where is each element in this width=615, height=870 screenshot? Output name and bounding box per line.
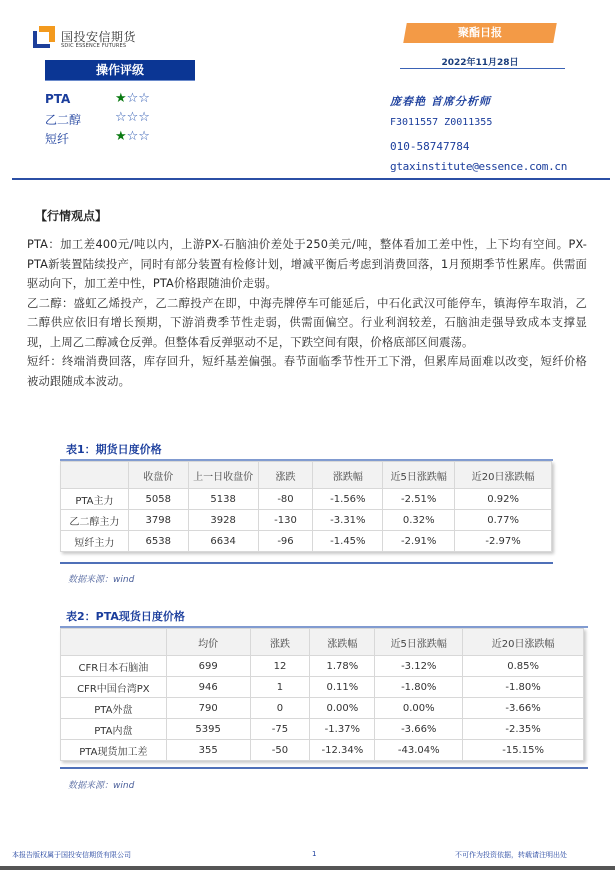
analyst-name: 庞春艳 首席分析师 [390,95,491,108]
row-label: 短纤主力 [61,531,129,552]
rating-row-psf [45,130,195,148]
rating-row-meg [45,111,195,129]
cell: -2.35% [463,719,584,740]
cell: 3928 [188,510,258,531]
star-rating-icon: ★☆☆ [115,129,150,144]
table1 [60,461,552,552]
cell: -2.97% [455,531,552,552]
header-cell: 均价 [166,629,250,656]
cell: 0.85% [463,656,584,677]
cell: 790 [166,698,250,719]
row-label: CFR中国台湾PX [61,677,167,698]
analyst-email[interactable]: gtaxinstitute@essence.com.cn [390,160,568,173]
cell: -1.80% [463,677,584,698]
header-cell: 近20日涨跌幅 [463,629,584,656]
table-row [61,698,584,719]
header-cell: 近20日涨跌幅 [455,462,552,489]
logo-cn-text: 国投安信期货 [61,30,137,44]
cell: -3.66% [463,698,584,719]
report-type: 聚酯日报 [458,26,502,39]
market-commentary [27,235,587,391]
cell: -2.91% [383,531,455,552]
cell: 5058 [128,489,188,510]
cell: -3.31% [313,510,383,531]
company-logo [33,26,153,54]
header-divider [12,178,610,180]
cell: 699 [166,656,250,677]
pta-spot-price-table [60,628,584,761]
cell: -1.37% [310,719,375,740]
header-cell: 涨跌 [250,629,310,656]
table-row [61,531,552,552]
cell: -2.51% [383,489,455,510]
section-title: 【行情观点】 [35,209,108,223]
header-cell: 涨跌幅 [313,462,383,489]
cell: -80 [258,489,313,510]
header-cell [61,462,129,489]
table-header-row [61,629,584,656]
table2-bottom-rule [60,767,588,769]
cell: 0 [250,698,310,719]
cell: 0.00% [375,698,463,719]
table-row [61,740,584,761]
cell: -3.66% [375,719,463,740]
table-row [61,677,584,698]
footer-bar [0,866,615,870]
cell: 5138 [188,489,258,510]
cell: 1.78% [310,656,375,677]
cell: 0.00% [310,698,375,719]
header-cell: 涨跌 [258,462,313,489]
paragraph-pta: PTA：加工差400元/吨以内，上游PX-石脑油价差处于250美元/吨，整体看加工差中性，上下均有空间。PX-PTA新装置陆续投产，同时有部分装置有检修计划，增减平衡后考虑到消费回落，1月预期季节性累库。供需面驱动向下，加工差中性，PTA价格跟随油价走弱。 [27,238,587,290]
header-cell: 近5日涨跌幅 [375,629,463,656]
header-cell: 上一日收盘价 [188,462,258,489]
star-rating-icon: ☆☆☆ [115,110,150,125]
row-label: PTA内盘 [61,719,167,740]
cell: -96 [258,531,313,552]
rating-name: PTA [45,92,71,106]
cell: -3.12% [375,656,463,677]
cell: 355 [166,740,250,761]
cell: -1.80% [375,677,463,698]
header-cell: 近5日涨跌幅 [383,462,455,489]
table2-source: 数据来源：wind [68,781,135,791]
cell: 0.32% [383,510,455,531]
logo-en-text: SDIC ESSENCE FUTURES [61,43,127,49]
cell: -1.56% [313,489,383,510]
paragraph-psf: 短纤：终端消费回落，库存回升，短纤基差偏强。春节面临季节性开工下滑，但累库局面难以改变，短纤价格被动跟随成本波动。 [27,355,587,388]
row-label: PTA现货加工差 [61,740,167,761]
footer-copyright: 本报告版权属于国投安信期货有限公司 [12,851,131,859]
cell: -43.04% [375,740,463,761]
cell: -50 [250,740,310,761]
cell: -130 [258,510,313,531]
cell: 12 [250,656,310,677]
table2-title: 表2：PTA现货日度价格 [66,610,185,623]
cell: 3798 [128,510,188,531]
table2 [60,628,584,761]
paragraph-meg: 乙二醇：盛虹乙烯投产，乙二醇投产在即，中海壳牌停车可能延后，中石化武汉可能停车，镇海停车取消，乙二醇供应依旧有增长预期，下游消费季节性走弱，供需面偏空。行业利润较差，石脑油走强导致成本支撑显现，上周乙二醇减仓反弹。但整体看反弹驱动不足，下跌空间有限，价格底部区间震荡。 [27,296,587,349]
page-number: 1 [312,850,317,858]
report-date: 2022年11月28日 [441,58,519,68]
rating-name: 乙二醇 [45,113,82,127]
cell: 6634 [188,531,258,552]
cell: -15.15% [463,740,584,761]
row-label: PTA外盘 [61,698,167,719]
cell: 0.92% [455,489,552,510]
cell: 5395 [166,719,250,740]
footer-disclaimer: 不可作为投资依据，转载请注明出处 [455,851,567,859]
header-cell [61,629,167,656]
rating-row-pta [45,92,195,110]
table-row [61,489,552,510]
table1-source: 数据来源：wind [68,575,135,585]
table1-bottom-rule [60,562,553,564]
cell: -75 [250,719,310,740]
cell: 6538 [128,531,188,552]
cell: -12.34% [310,740,375,761]
header-cell: 收盘价 [128,462,188,489]
cell: 0.77% [455,510,552,531]
futures-price-table [60,461,552,552]
table-row [61,656,584,677]
cell: 1 [250,677,310,698]
analyst-phone: 010-58747784 [390,140,470,153]
rating-name: 短纤 [45,132,70,146]
cell: 946 [166,677,250,698]
table-row [61,719,584,740]
cell: -1.45% [313,531,383,552]
star-rating-icon: ★☆☆ [115,91,150,106]
row-label: 乙二醇主力 [61,510,129,531]
header-cell: 涨跌幅 [310,629,375,656]
rating-title: 操作评级 [45,60,195,81]
table-row [61,510,552,531]
table1-title: 表1：期货日度价格 [66,443,162,456]
table-header-row [61,462,552,489]
divider [400,68,565,69]
row-label: CFR日本石脑油 [61,656,167,677]
logo-mark-icon [33,26,55,48]
analyst-license: F3011557 Z0011355 [390,117,493,128]
cell: 0.11% [310,677,375,698]
row-label: PTA主力 [61,489,129,510]
